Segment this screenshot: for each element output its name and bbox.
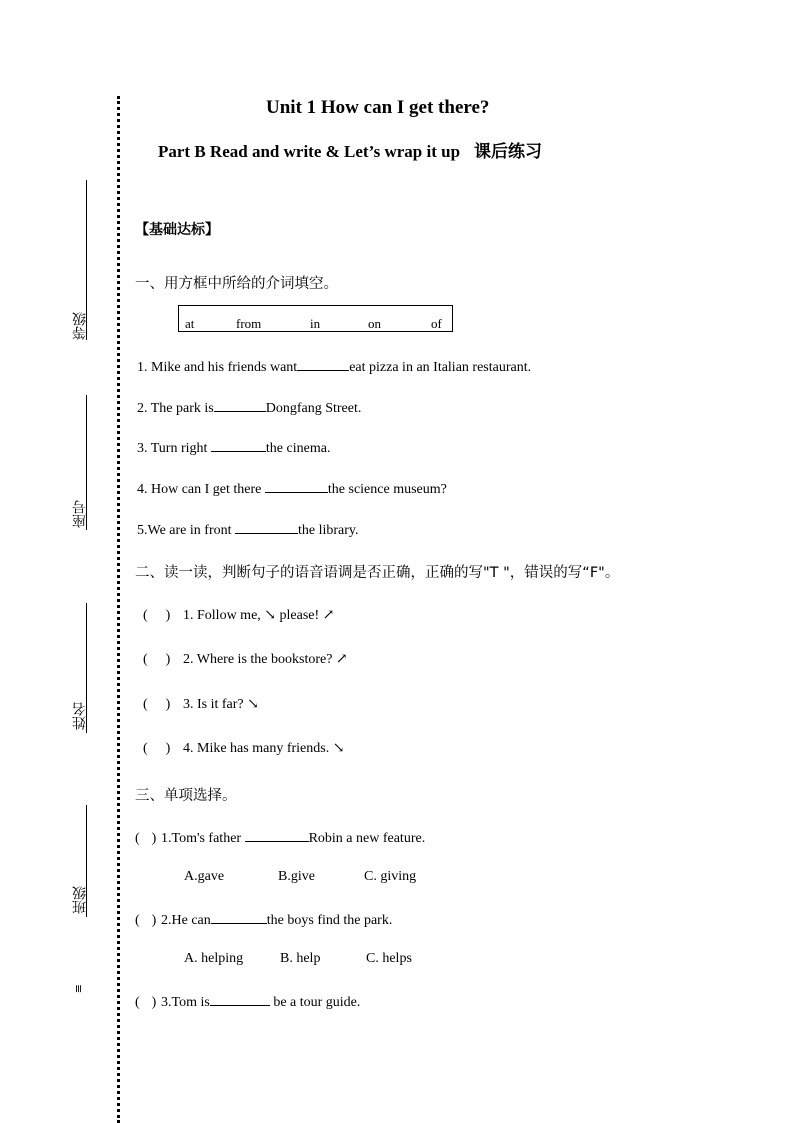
word-box-item: from — [236, 316, 262, 331]
answer-blank[interactable] — [245, 828, 309, 842]
subtitle-en: Part B Read and write & Let’s wrap it up — [158, 142, 461, 161]
word-box-item: in — [310, 316, 321, 331]
s2-item-1: ( ) 1. Follow me, ↘ please! ↗ — [143, 608, 335, 623]
answer-paren[interactable]: ( ) — [143, 697, 171, 712]
s1-question-3: 3. Turn right the cinema. — [137, 438, 330, 457]
s3-question-1: ( ) 1.Tom's father Robin a new feature. — [135, 828, 425, 847]
s2-item-2: ( ) 2. Where is the bookstore? ↗ — [143, 652, 348, 667]
word-box — [178, 305, 453, 332]
s3-question-3: ( ) 3.Tom is be a tour guide. — [135, 992, 360, 1011]
answer-blank[interactable] — [210, 992, 270, 1006]
s1-question-1: 1. Mike and his friends want eat pizza in an Italian restaurant. — [137, 357, 531, 376]
s3-question-2: ( ) 2.He can the boys find the park. — [135, 910, 392, 929]
word-box-item: of — [431, 316, 442, 331]
s3-q2-option-a[interactable]: A. helping — [184, 951, 244, 966]
binding-dotted-line — [117, 96, 120, 1123]
answer-paren[interactable]: ( ) — [143, 741, 171, 756]
s3-q1-option-c[interactable]: C. giving — [364, 869, 417, 884]
page-title: Unit 1 How can I get there? — [266, 97, 490, 118]
answer-blank[interactable] — [211, 438, 266, 452]
answer-paren[interactable]: ( ) — [135, 995, 157, 1010]
section2-title: 二、读一读，判断句子的语音语调是否正确，正确的写"T "，错误的写“F"。 — [135, 565, 620, 581]
answer-blank[interactable] — [235, 520, 298, 534]
margin-line-seat — [86, 395, 87, 530]
answer-blank[interactable] — [211, 910, 267, 924]
margin-mark: ≡ — [72, 984, 85, 994]
page-subtitle — [158, 137, 542, 162]
answer-blank[interactable] — [265, 479, 328, 493]
word-box-item: at — [185, 316, 195, 331]
s1-question-5: 5.We are in front the library. — [137, 520, 359, 539]
s1-question-4: 4. How can I get there the science museum? — [137, 479, 447, 498]
margin-line-name — [86, 603, 87, 733]
word-box-item: on — [368, 316, 381, 331]
answer-paren[interactable]: ( ) — [143, 608, 171, 623]
margin-line-class — [86, 805, 87, 917]
answer-paren[interactable]: ( ) — [135, 913, 157, 928]
section3-title: 三、单项选择。 — [135, 788, 237, 804]
margin-label-class: 班级 — [72, 886, 88, 914]
section1-title: 一、用方框中所给的介词填空。 — [135, 276, 338, 292]
s2-item-4: ( ) 4. Mike has many friends. ↘ — [143, 741, 345, 756]
margin-label-name: 姓名 — [72, 702, 88, 730]
s2-item-3: ( ) 3. Is it far? ↘ — [143, 697, 259, 712]
subtitle-cn: 课后练习 — [474, 142, 543, 162]
answer-blank[interactable] — [214, 398, 266, 412]
answer-paren[interactable]: ( ) — [135, 831, 157, 846]
answer-paren[interactable]: ( ) — [143, 652, 171, 667]
answer-blank[interactable] — [297, 357, 349, 371]
basic-heading: 【基础达标】 — [135, 222, 219, 238]
s3-q1-option-a[interactable]: A.gave — [184, 869, 225, 884]
s3-q1-option-b[interactable]: B.give — [278, 869, 315, 884]
margin-label-grade: 等级 — [72, 312, 88, 340]
s3-q2-option-b[interactable]: B. help — [280, 951, 321, 966]
margin-label-seat: 座号 — [72, 500, 88, 528]
s3-q2-option-c[interactable]: C. helps — [366, 951, 412, 966]
margin-line-grade — [86, 180, 87, 340]
s1-question-2: 2. The park is Dongfang Street. — [137, 398, 361, 417]
